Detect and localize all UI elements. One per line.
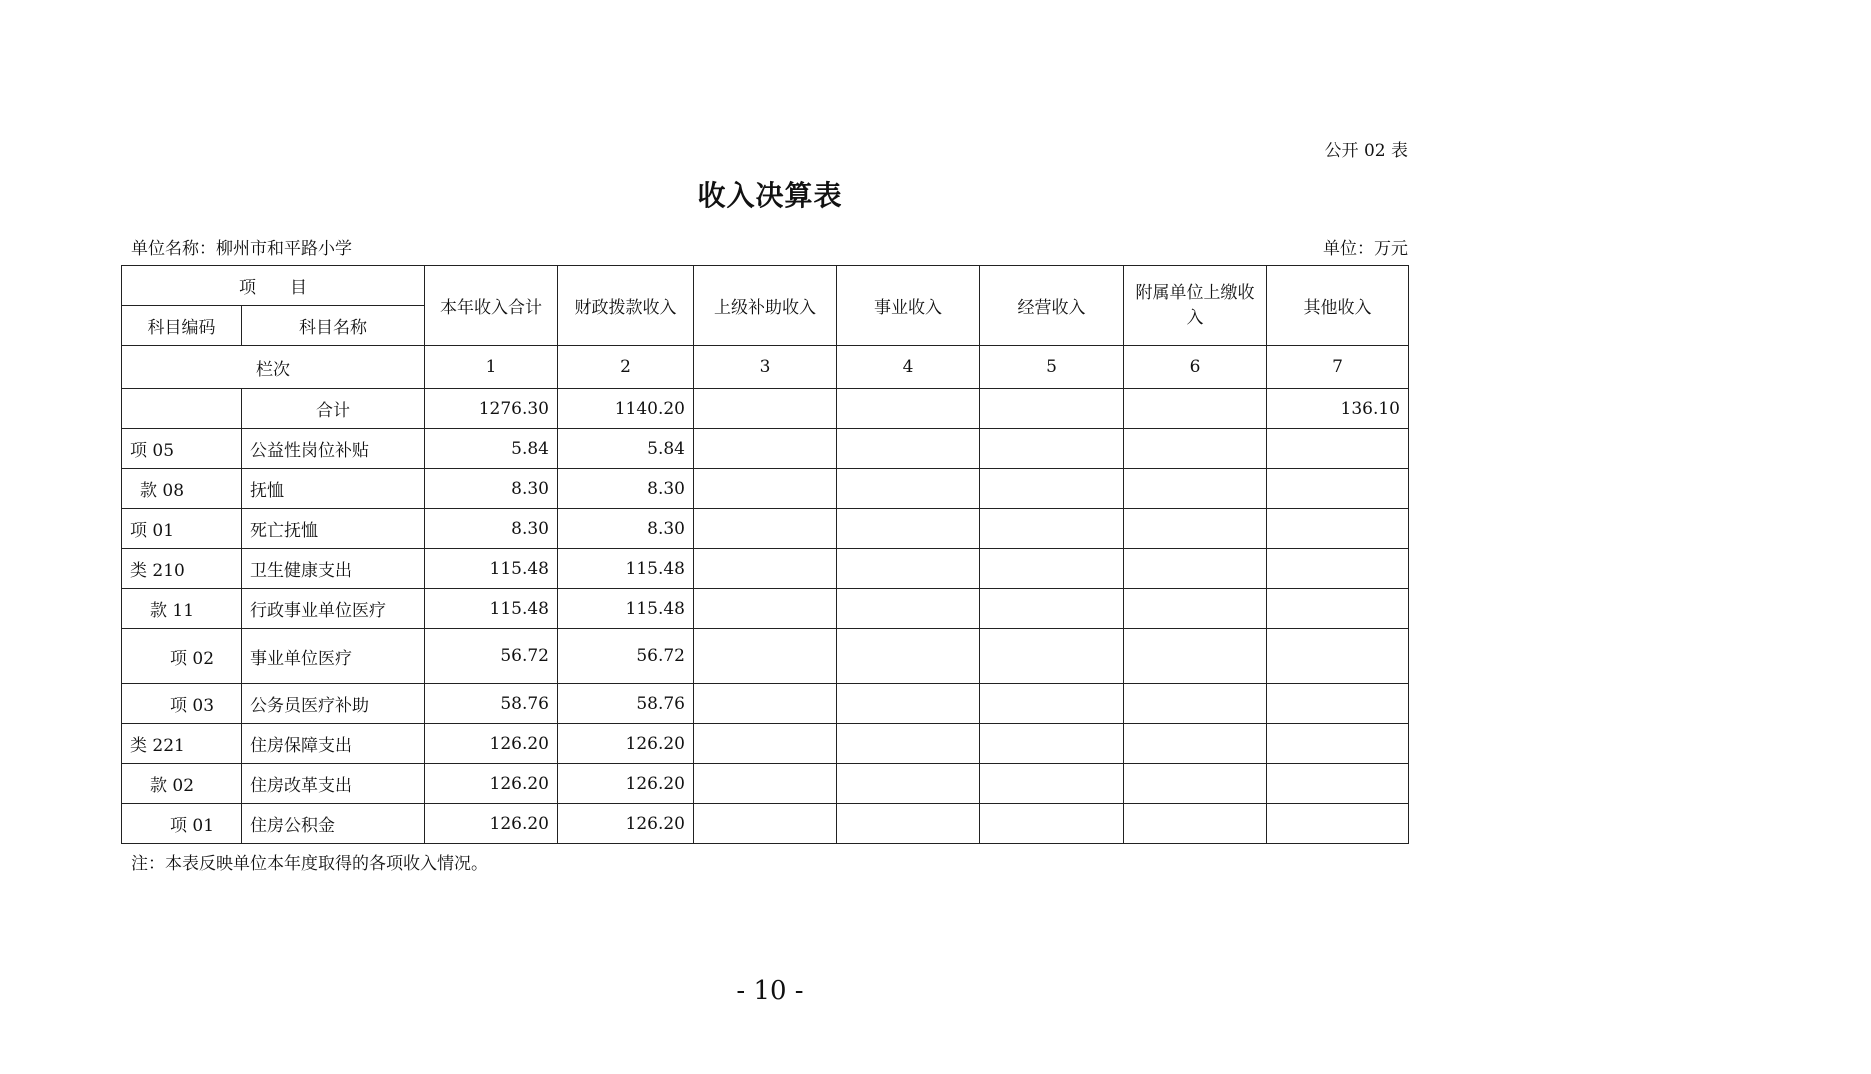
header-project: 项 目 bbox=[122, 266, 425, 306]
cell-operating bbox=[980, 724, 1124, 764]
cell-affiliated bbox=[1124, 509, 1267, 549]
cell-fiscal: 115.48 bbox=[558, 589, 694, 629]
cell-code: 项 05 bbox=[122, 429, 242, 469]
cell-business bbox=[837, 684, 980, 724]
cell-fiscal: 8.30 bbox=[558, 469, 694, 509]
cell-superior bbox=[694, 469, 837, 509]
index-num: 3 bbox=[694, 346, 837, 389]
table-footnote: 注：本表反映单位本年度取得的各项收入情况。 bbox=[131, 854, 488, 874]
header-total: 本年收入合计 bbox=[425, 266, 558, 346]
cell-total: 126.20 bbox=[425, 764, 558, 804]
header-affiliated: 附属单位上缴收入 bbox=[1124, 266, 1267, 346]
index-num: 4 bbox=[837, 346, 980, 389]
header-business: 事业收入 bbox=[837, 266, 980, 346]
cell-business bbox=[837, 629, 980, 684]
table-row bbox=[122, 764, 1409, 804]
cell-business bbox=[837, 509, 980, 549]
cell-other bbox=[1267, 724, 1409, 764]
cell-superior bbox=[694, 389, 837, 429]
cell-superior bbox=[694, 629, 837, 684]
cell-name: 住房公积金 bbox=[242, 804, 425, 844]
table-row-total bbox=[122, 389, 1409, 429]
cell-superior bbox=[694, 589, 837, 629]
header-code: 科目编码 bbox=[122, 306, 242, 346]
page-number: - 10 - bbox=[736, 976, 804, 1006]
cell-superior bbox=[694, 684, 837, 724]
cell-fiscal: 126.20 bbox=[558, 724, 694, 764]
cell-code: 项 01 bbox=[122, 509, 242, 549]
cell-other bbox=[1267, 469, 1409, 509]
cell-operating bbox=[980, 389, 1124, 429]
header-operating: 经营收入 bbox=[980, 266, 1124, 346]
header-fiscal: 财政拨款收入 bbox=[558, 266, 694, 346]
cell-fiscal: 58.76 bbox=[558, 684, 694, 724]
cell-name: 死亡抚恤 bbox=[242, 509, 425, 549]
cell-superior bbox=[694, 724, 837, 764]
cell-superior bbox=[694, 804, 837, 844]
cell-affiliated bbox=[1124, 804, 1267, 844]
cell-affiliated bbox=[1124, 764, 1267, 804]
table-row bbox=[122, 804, 1409, 844]
cell-name: 住房保障支出 bbox=[242, 724, 425, 764]
index-num: 1 bbox=[425, 346, 558, 389]
cell-fiscal: 126.20 bbox=[558, 804, 694, 844]
cell-code: 款 08 bbox=[122, 469, 242, 509]
cell-total: 115.48 bbox=[425, 589, 558, 629]
cell-affiliated bbox=[1124, 629, 1267, 684]
cell-other bbox=[1267, 509, 1409, 549]
cell-code: 项 03 bbox=[122, 684, 242, 724]
index-label: 栏次 bbox=[122, 346, 425, 389]
cell-operating bbox=[980, 429, 1124, 469]
unit-name: 单位名称：柳州市和平路小学 bbox=[131, 239, 352, 259]
cell-other: 136.10 bbox=[1267, 389, 1409, 429]
cell-fiscal: 1140.20 bbox=[558, 389, 694, 429]
table-row bbox=[122, 589, 1409, 629]
form-number: 公开 02 表 bbox=[1324, 141, 1408, 161]
cell-code: 类 221 bbox=[122, 724, 242, 764]
cell-superior bbox=[694, 509, 837, 549]
cell-fiscal: 115.48 bbox=[558, 549, 694, 589]
cell-affiliated bbox=[1124, 549, 1267, 589]
cell-superior bbox=[694, 429, 837, 469]
cell-operating bbox=[980, 549, 1124, 589]
cell-total: 8.30 bbox=[425, 509, 558, 549]
cell-fiscal: 56.72 bbox=[558, 629, 694, 684]
cell-fiscal: 126.20 bbox=[558, 764, 694, 804]
cell-operating bbox=[980, 684, 1124, 724]
cell-business bbox=[837, 429, 980, 469]
cell-operating bbox=[980, 764, 1124, 804]
cell-total: 58.76 bbox=[425, 684, 558, 724]
cell-affiliated bbox=[1124, 724, 1267, 764]
table-row bbox=[122, 469, 1409, 509]
cell-operating bbox=[980, 509, 1124, 549]
cell-superior bbox=[694, 764, 837, 804]
cell-business bbox=[837, 804, 980, 844]
cell-total: 1276.30 bbox=[425, 389, 558, 429]
table-row bbox=[122, 724, 1409, 764]
cell-other bbox=[1267, 684, 1409, 724]
cell-operating bbox=[980, 629, 1124, 684]
cell-name: 行政事业单位医疗 bbox=[242, 589, 425, 629]
cell-code: 款 02 bbox=[122, 764, 242, 804]
cell-business bbox=[837, 589, 980, 629]
cell-business bbox=[837, 724, 980, 764]
table-row bbox=[122, 684, 1409, 724]
cell-operating bbox=[980, 804, 1124, 844]
header-other: 其他收入 bbox=[1267, 266, 1409, 346]
index-num: 2 bbox=[558, 346, 694, 389]
cell-other bbox=[1267, 549, 1409, 589]
cell-name: 事业单位医疗 bbox=[242, 629, 425, 684]
table-row bbox=[122, 549, 1409, 589]
cell-business bbox=[837, 389, 980, 429]
cell-total: 115.48 bbox=[425, 549, 558, 589]
cell-business bbox=[837, 764, 980, 804]
cell-total: 5.84 bbox=[425, 429, 558, 469]
cell-other bbox=[1267, 429, 1409, 469]
cell-business bbox=[837, 549, 980, 589]
cell-business bbox=[837, 469, 980, 509]
index-num: 5 bbox=[980, 346, 1124, 389]
table-row bbox=[122, 629, 1409, 684]
cell-other bbox=[1267, 764, 1409, 804]
cell-code: 类 210 bbox=[122, 549, 242, 589]
cell-total: 56.72 bbox=[425, 629, 558, 684]
index-num: 6 bbox=[1124, 346, 1267, 389]
cell-affiliated bbox=[1124, 469, 1267, 509]
cell-operating bbox=[980, 589, 1124, 629]
cell-other bbox=[1267, 629, 1409, 684]
cell-name: 抚恤 bbox=[242, 469, 425, 509]
cell-superior bbox=[694, 549, 837, 589]
table-row bbox=[122, 509, 1409, 549]
cell-affiliated bbox=[1124, 429, 1267, 469]
header-superior: 上级补助收入 bbox=[694, 266, 837, 346]
cell-code: 项 01 bbox=[122, 804, 242, 844]
income-report-table bbox=[121, 265, 1409, 844]
cell-total: 126.20 bbox=[425, 804, 558, 844]
cell-operating bbox=[980, 469, 1124, 509]
cell-name: 公益性岗位补贴 bbox=[242, 429, 425, 469]
header-row-1 bbox=[122, 266, 1409, 306]
cell-affiliated bbox=[1124, 684, 1267, 724]
cell-other bbox=[1267, 804, 1409, 844]
cell-code: 项 02 bbox=[122, 629, 242, 684]
table-row bbox=[122, 429, 1409, 469]
index-row bbox=[122, 346, 1409, 389]
cell-name: 合计 bbox=[242, 389, 425, 429]
cell-code bbox=[122, 389, 242, 429]
cell-name: 公务员医疗补助 bbox=[242, 684, 425, 724]
cell-total: 8.30 bbox=[425, 469, 558, 509]
cell-code: 款 11 bbox=[122, 589, 242, 629]
cell-affiliated bbox=[1124, 389, 1267, 429]
cell-total: 126.20 bbox=[425, 724, 558, 764]
header-name: 科目名称 bbox=[242, 306, 425, 346]
cell-name: 卫生健康支出 bbox=[242, 549, 425, 589]
cell-other bbox=[1267, 589, 1409, 629]
amount-unit: 单位：万元 bbox=[1323, 239, 1408, 259]
page-title: 收入决算表 bbox=[697, 179, 843, 212]
cell-fiscal: 5.84 bbox=[558, 429, 694, 469]
cell-fiscal: 8.30 bbox=[558, 509, 694, 549]
index-num: 7 bbox=[1267, 346, 1409, 389]
cell-name: 住房改革支出 bbox=[242, 764, 425, 804]
cell-affiliated bbox=[1124, 589, 1267, 629]
